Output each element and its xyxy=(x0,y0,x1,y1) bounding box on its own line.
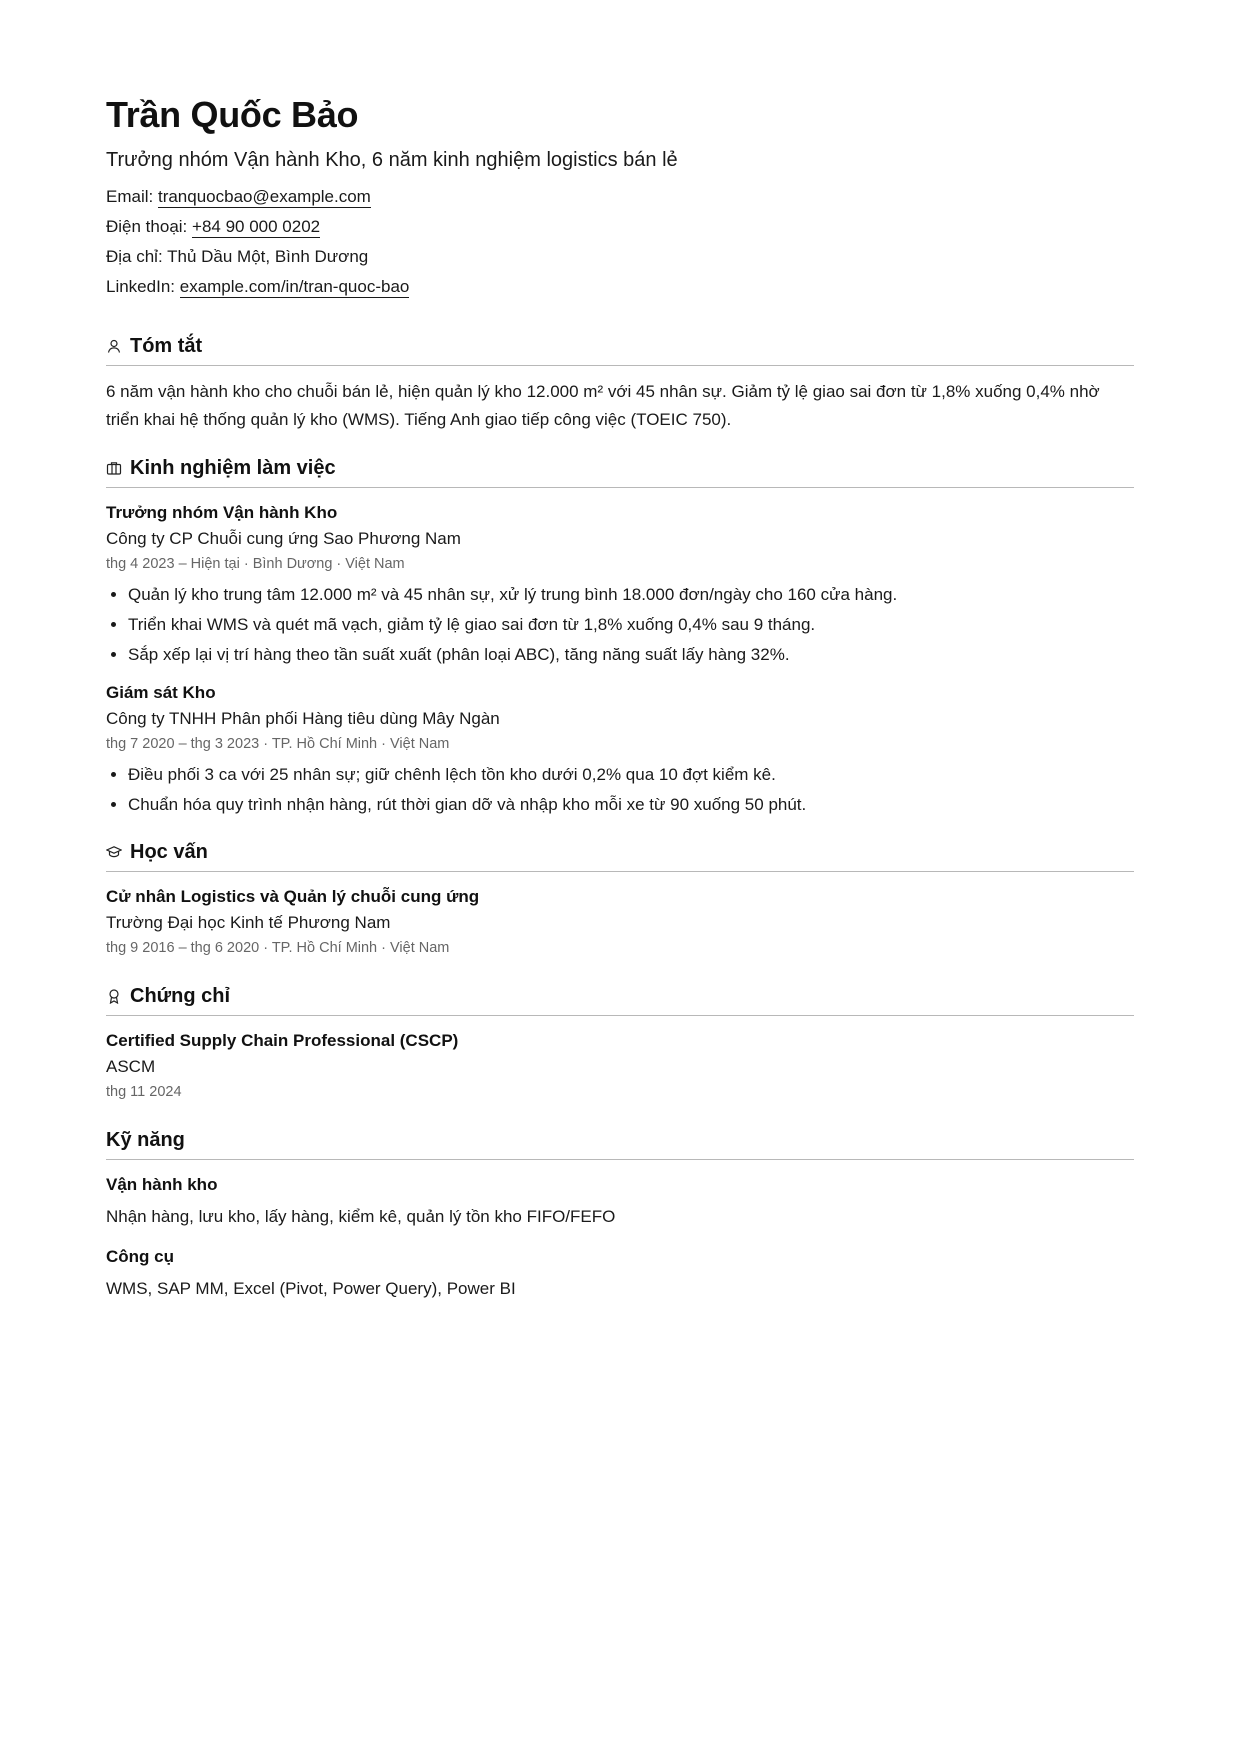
briefcase-icon xyxy=(106,460,122,476)
summary-section-header xyxy=(106,332,1134,366)
email-link[interactable]: tranquocbao@example.com xyxy=(157,187,371,206)
education-meta: thg 9 2016 – thg 6 2020 · TP. Hồ Chí Minh · Việt Nam xyxy=(106,940,450,956)
address-label: Địa chỉ: xyxy=(106,247,163,266)
experience-title: Kinh nghiệm làm việc xyxy=(130,457,336,479)
job-bullet: • Quản lý kho trung tâm 12.000 m² và 45 nhân sự, xử lý trung bình 18.000 đơn/ngày cho 160 cửa hàng. xyxy=(128,580,1134,610)
skills-section-header xyxy=(106,1126,1134,1160)
job-bullet: • Chuẩn hóa quy trình nhận hàng, rút thời gian dỡ và nhập kho mỗi xe từ 90 xuống 50 phút. xyxy=(128,790,1134,820)
job-entry xyxy=(106,680,1134,820)
education-degree: Cử nhân Logistics và Quản lý chuỗi cung ứng xyxy=(106,887,480,906)
graduation-cap-icon xyxy=(106,844,122,860)
contact-address-line xyxy=(106,242,1134,272)
person-icon xyxy=(106,338,122,354)
job-role: Trưởng nhóm Vận hành Kho xyxy=(106,503,338,522)
job-bullet: • Triển khai WMS và quét mã vạch, giảm tỷ lệ giao sai đơn từ 1,8% xuống 0,4% sau 9 tháng. xyxy=(128,610,1134,640)
candidate-name: Trần Quốc Bảo xyxy=(106,94,359,135)
job-bullet: • Sắp xếp lại vị trí hàng theo tần suất xuất (phân loại ABC), tăng năng suất lấy hàng 32%. xyxy=(128,640,1134,670)
education-section-header xyxy=(106,838,1134,872)
job-bullet: • Điều phối 3 ca với 25 nhân sự; giữ chênh lệch tồn kho dưới 0,2% qua 10 đợt kiểm kê. xyxy=(128,760,1134,790)
job-role: Giám sát Kho xyxy=(106,683,216,702)
certificates-section xyxy=(106,982,1134,1104)
certificate-date: thg 11 2024 xyxy=(106,1084,182,1100)
linkedin-link[interactable]: example.com/in/tran-quoc-bao xyxy=(179,277,410,296)
skills-title: Kỹ năng xyxy=(106,1129,185,1151)
summary-title: Tóm tắt xyxy=(130,335,203,357)
candidate-headline: Trưởng nhóm Vận hành Kho, 6 năm kinh nghiệm logistics bán lẻ xyxy=(106,149,678,171)
summary-text: 6 năm vận hành kho cho chuỗi bán lẻ, hiện quản lý kho 12.000 m² với 45 nhân sự. Giảm tỷ lệ giao sai đơn từ 1,8% xuống 0,4% nhờ triển khai hệ thống quản lý kho (WMS). Tiếng Anh giao tiếp công việc (TOEIC 750). xyxy=(106,382,1100,429)
skill-group xyxy=(106,1172,1134,1230)
contact-phone-line xyxy=(106,212,1134,242)
skill-group-text: Nhận hàng, lưu kho, lấy hàng, kiểm kê, quản lý tồn kho FIFO/FEFO xyxy=(106,1207,616,1226)
certificate-issuer: ASCM xyxy=(106,1057,156,1076)
summary-section xyxy=(106,332,1134,434)
education-school: Trường Đại học Kinh tế Phương Nam xyxy=(106,913,391,932)
education-title: Học vấn xyxy=(130,841,208,863)
job-company: Công ty CP Chuỗi cung ứng Sao Phương Nam xyxy=(106,529,461,548)
skill-group xyxy=(106,1244,1134,1302)
experience-section-header xyxy=(106,454,1134,488)
certificates-section-header xyxy=(106,982,1134,1016)
job-company: Công ty TNHH Phân phối Hàng tiêu dùng Mây Ngàn xyxy=(106,709,500,728)
contact-linkedin-line xyxy=(106,272,1134,302)
phone-link[interactable]: +84 90 000 0202 xyxy=(192,217,321,236)
job-entry xyxy=(106,500,1134,670)
job-bullets xyxy=(106,760,1134,820)
certificate-name: Certified Supply Chain Professional (CSCP) xyxy=(106,1031,459,1050)
award-icon xyxy=(106,988,122,1004)
resume-header xyxy=(106,92,1134,302)
job-bullets xyxy=(106,580,1134,670)
linkedin-label: LinkedIn: xyxy=(106,277,175,296)
contact-email-line xyxy=(106,182,1134,212)
skill-group-text: WMS, SAP MM, Excel (Pivot, Power Query), Power BI xyxy=(106,1279,516,1298)
experience-section xyxy=(106,454,1134,820)
skills-section xyxy=(106,1126,1134,1302)
job-meta: thg 4 2023 – Hiện tại · Bình Dương · Việt Nam xyxy=(106,556,405,572)
email-label: Email: xyxy=(106,187,154,206)
certificates-title: Chứng chỉ xyxy=(130,985,231,1007)
education-section xyxy=(106,838,1134,960)
job-meta: thg 7 2020 – thg 3 2023 · TP. Hồ Chí Minh · Việt Nam xyxy=(106,736,450,752)
skill-group-name: Công cụ xyxy=(106,1247,174,1266)
address-value: Thủ Dầu Một, Bình Dương xyxy=(167,247,369,266)
phone-label: Điện thoại: xyxy=(106,217,188,236)
skill-group-name: Vận hành kho xyxy=(106,1175,218,1194)
